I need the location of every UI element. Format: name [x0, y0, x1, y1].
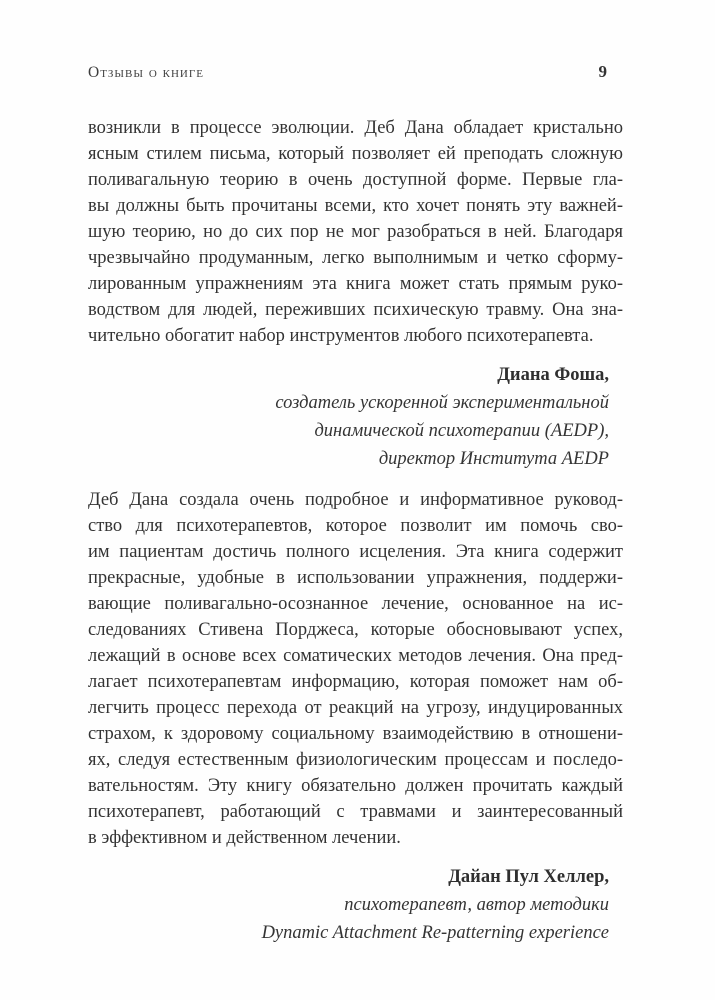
- paragraph-line: водством для людей, переживших психическую травму. Она зна-: [88, 300, 623, 320]
- paragraph-line: ство для психотерапевтов, которое позволит им помочь сво-: [88, 516, 623, 536]
- attribution-role-line: Dynamic Attachment Re-patterning experience: [261, 923, 609, 943]
- paragraph-line: легчить процесс перехода от реакций на угрозу, индуцированных: [88, 698, 623, 718]
- paragraph-line: шую теорию, но до сих пор не мог разобраться в ней. Благодаря: [88, 222, 623, 242]
- attribution-role-line: динамической психотерапии (AEDP),: [314, 421, 609, 441]
- attribution-name: Диана Фоша,: [497, 365, 609, 385]
- running-head-row: [88, 62, 623, 82]
- attribution-role-line: создатель ускоренной экспериментальной: [275, 393, 609, 413]
- paragraph-line: вательностям. Эту книгу обязательно должен прочитать каждый: [88, 776, 623, 796]
- paragraph-line: поливагальную теорию в очень доступной форме. Первые гла-: [88, 170, 623, 190]
- paragraph-line: следованиях Стивена Порджеса, которые обосновывают успех,: [88, 620, 623, 640]
- paragraph-line: в эффективном и действенном лечении.: [88, 828, 401, 848]
- review-block-2: [88, 487, 623, 947]
- review-attribution-1: [88, 361, 623, 473]
- running-head-title: Отзывы о книге: [88, 64, 204, 81]
- paragraph-line: Деб Дана создала очень подробное и информативное руковод-: [88, 490, 623, 510]
- review-block-1: [88, 115, 623, 473]
- attribution-name: Дайан Пул Хеллер,: [448, 867, 609, 887]
- paragraph-line: прекрасные, удобные в использовании упражнения, поддержи-: [88, 568, 623, 588]
- attribution-roles: [88, 891, 609, 947]
- paragraph-line: ях, следуя естественным физиологическим процессам и последо-: [88, 750, 623, 770]
- review-paragraph-2: [88, 487, 623, 851]
- review-attribution-2: [88, 863, 623, 947]
- paragraph-line: лированным упражнениям эта книга может стать прямым руко-: [88, 274, 623, 294]
- paragraph-line: ясным стилем письма, который позволяет ей преподать сложную: [88, 144, 623, 164]
- paragraph-line: чрезвычайно продуманным, легко выполнимым и четко сформу-: [88, 248, 623, 268]
- paragraph-line: чительно обогатит набор инструментов любого психотерапевта.: [88, 326, 594, 346]
- paragraph-line: страхом, к здоровому социальному взаимодействию в отношени-: [88, 724, 623, 744]
- attribution-roles: [88, 389, 609, 473]
- paragraph-line: вы должны быть прочитаны всеми, кто хочет понять эту важней-: [88, 196, 623, 216]
- review-paragraph-1: [88, 115, 623, 349]
- paragraph-line: психотерапевт, работающий с травмами и заинтересованный: [88, 802, 623, 822]
- paragraph-line: возникли в процессе эволюции. Деб Дана обладает кристально: [88, 118, 623, 138]
- paragraph-line: лагает психотерапевтам информацию, которая поможет нам об-: [88, 672, 623, 692]
- paragraph-line: им пациентам достичь полного исцеления. Эта книга содержит: [88, 542, 623, 562]
- attribution-role-line: директор Института AEDP: [378, 449, 609, 469]
- paragraph-line: лежащий в основе всех соматических методов лечения. Она пред-: [88, 646, 623, 666]
- page-number: 9: [598, 62, 607, 81]
- paragraph-line: вающие поливагально-осознанное лечение, основанное на ис-: [88, 594, 623, 614]
- attribution-role-line: психотерапевт, автор методики: [344, 895, 609, 915]
